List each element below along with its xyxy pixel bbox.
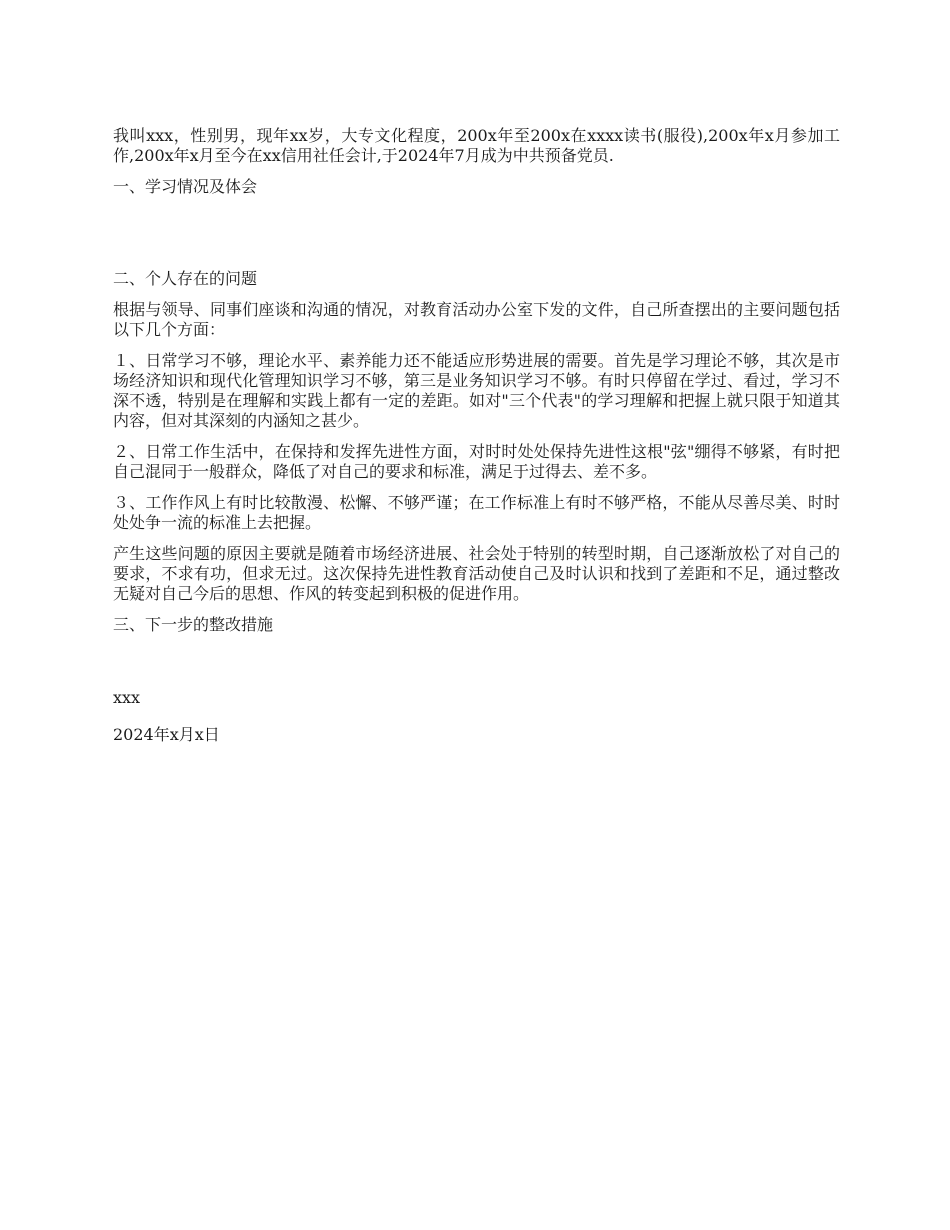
signature-name: xxx bbox=[113, 688, 141, 707]
signature-block bbox=[113, 688, 840, 745]
problem-2-paragraph: ２、日常工作生活中，在保持和发挥先进性方面，对时时处处保持先进性这根"弦"绷得不够紧，有时把自己混同于一般群众，降低了对自己的要求和标准，满足于过得去、差不多。 bbox=[113, 442, 840, 481]
section1-blank-space bbox=[113, 208, 840, 269]
cause-paragraph: 产生这些问题的原因主要就是随着市场经济进展、社会处于特别的转型时期，自己逐渐放松了对自己的要求，不求有功，但求无过。这次保持先进性教育活动使自己及时认识和找到了差距和不足，通过整改无疑对自己今后的思想、作风的转变起到积极的促进作用。 bbox=[113, 544, 840, 603]
problem-1-paragraph: １、日常学习不够，理论水平、素养能力还不能适应形势进展的需要。首先是学习理论不够，其次是市场经济知识和现代化管理知识学习不够，第三是业务知识学习不够。有时只停留在学过、看过，学习不深不透，特别是在理解和实践上都有一定的差距。如对"三个代表"的学习理解和把握上就只限于知道其内容，但对其深刻的内涵知之甚少。 bbox=[113, 351, 840, 430]
intro-paragraph: 我叫xxx，性别男，现年xx岁，大专文化程度，200x年至200x在xxxx读书(服役),200x年x月参加工作,200x年x月至今在xx信用社任会计,于2024年7月成为中共预备党员. bbox=[113, 126, 840, 165]
signature-date: 2024年x月x日 bbox=[113, 725, 220, 744]
problem-3-paragraph: ３、工作作风上有时比较散漫、松懈、不够严谨；在工作标准上有时不够严格，不能从尽善尽美、时时处处争一流的标准上去把握。 bbox=[113, 493, 840, 532]
section3-heading: 三、下一步的整改措施 bbox=[113, 615, 274, 634]
section3-blank-space bbox=[113, 646, 840, 672]
section2-intro-paragraph: 根据与领导、同事们座谈和沟通的情况，对教育活动办公室下发的文件，自己所查摆出的主要问题包括以下几个方面： bbox=[113, 300, 840, 339]
section2-heading: 二、个人存在的问题 bbox=[113, 269, 258, 288]
document-page bbox=[113, 126, 840, 762]
section1-heading: 一、学习情况及体会 bbox=[113, 177, 258, 196]
